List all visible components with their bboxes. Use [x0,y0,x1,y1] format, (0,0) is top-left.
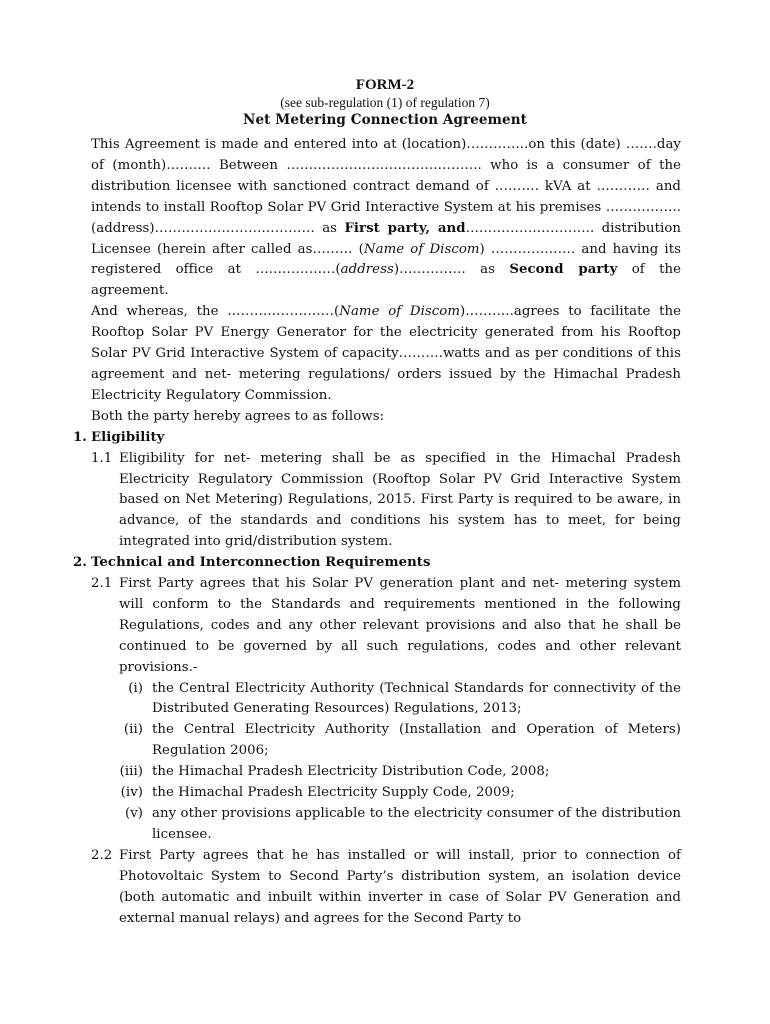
section-heading-eligibility [73,428,681,449]
address-placeholder: address [340,262,394,278]
section-heading-technical [73,553,681,574]
list-item-number: (i) [128,680,143,696]
discom-name-placeholder: Name of Discom [339,304,461,320]
whereas-text: )………..agrees to facilitate the Rooftop Solar PV Energy Generator for the electricity generated from his Rooftop Solar PV Grid Interactive System of capacity……….watts and as per conditions of this agreement and net- metering regulations/ orders issued by the Himachal Pradesh Electricity Regulatory Commission. [91,304,682,403]
list-item [91,783,681,804]
sub-regulation-reference: (see sub-regulation (1) of regulation 7) [280,95,490,110]
clause-text: Eligibility for net- metering shall be as specified in the Himachal Pradesh Electricity Regulatory Commission (Rooftop Solar PV Grid Interactive System based on Net Metering) Regulations, 2015. First Party is required to be aware, in advance, of the standards and conditions his system has to meet, for being integrated into grid/distribution system. [119,450,681,550]
clause-number: 2.2 [91,847,113,863]
intro-text: )…………… as [393,262,510,278]
whereas-text: And whereas, the ……………………( [91,304,340,320]
agreement-title: Net Metering Connection Agreement [243,112,527,128]
intro-text: of the agreement. [91,262,681,299]
intro-paragraph-agreement: Both the party hereby agrees to as follows: [91,408,385,424]
section-number: 1. [73,429,87,445]
clause-text: First Party agrees that his Solar PV generation plant and net- metering system will conform to the Standards and requirements mentioned in the following Regulations, codes and any other relevant provisions and also that he shall be continued to be governed by all such regulations, codes and other relevant provisions.- [119,576,681,675]
intro-paragraph-whereas [91,302,681,407]
intro-paragraph-parties [91,135,681,302]
intro-text: ……………………….. distribution Licensee (herein after called as……… ( [91,220,681,257]
section-title: Technical and Interconnection Requirements [91,555,431,571]
list-item-text: any other provisions applicable to the electricity consumer of the distribution licensee. [152,806,681,842]
list-item [91,762,681,783]
list-item-number: (v) [124,806,143,821]
clause-number: 1.1 [91,450,113,466]
list-item [91,720,681,762]
document-body [73,135,682,929]
list-item-number: (ii) [123,722,143,738]
list-item [91,679,681,721]
list-item-number: (iv) [120,785,143,801]
section-number: 2. [73,555,87,571]
second-party-label: Second party [509,262,618,278]
form-number: FORM-2 [355,77,415,93]
list-item-text: the Central Electricity Authority (Installation and Operation of Meters) Regulation 2006; [152,722,681,759]
intro-text: ) ………………. and having its registered office at ………………( [91,241,681,278]
list-item-text: the Himachal Pradesh Electricity Distribution Code, 2008; [152,764,550,780]
clause-text: First Party agrees that he has installed or will install, prior to connection of Photovoltaic System to Second Party’s distribution system, an isolation device (both automatic and inbuilt within inverter in case of Solar PV Generation and external manual relays) and agrees for the Second Party to [119,847,681,926]
list-item-text: the Central Electricity Authority (Technical Standards for connectivity of the Distributed Generating Resources) Regulations, 2013; [152,680,681,717]
list-item [91,804,681,846]
first-party-label: First party, and [344,220,466,236]
intro-text: This Agreement is made and entered into at (location)…………..on this (date) …….day of (month)………. Between …………………………………….. who is a consumer of the distribution licensee with sanctioned contract demand of ………. kVA at ………… and intends to install Rooftop Solar PV Grid Interactive System at his premises ……………..(address)……………………………… as [91,137,681,236]
list-item-number: (iii) [119,764,143,780]
discom-name-placeholder: Name of Discom [363,241,480,257]
clause-2-2 [91,846,681,930]
document-header [0,76,770,130]
clause-1-1 [91,449,681,554]
clause-number: 2.1 [91,576,113,592]
list-item-text: the Himachal Pradesh Electricity Supply Code, 2009; [152,785,515,801]
clause-2-1 [91,574,681,679]
section-title: Eligibility [91,429,165,445]
